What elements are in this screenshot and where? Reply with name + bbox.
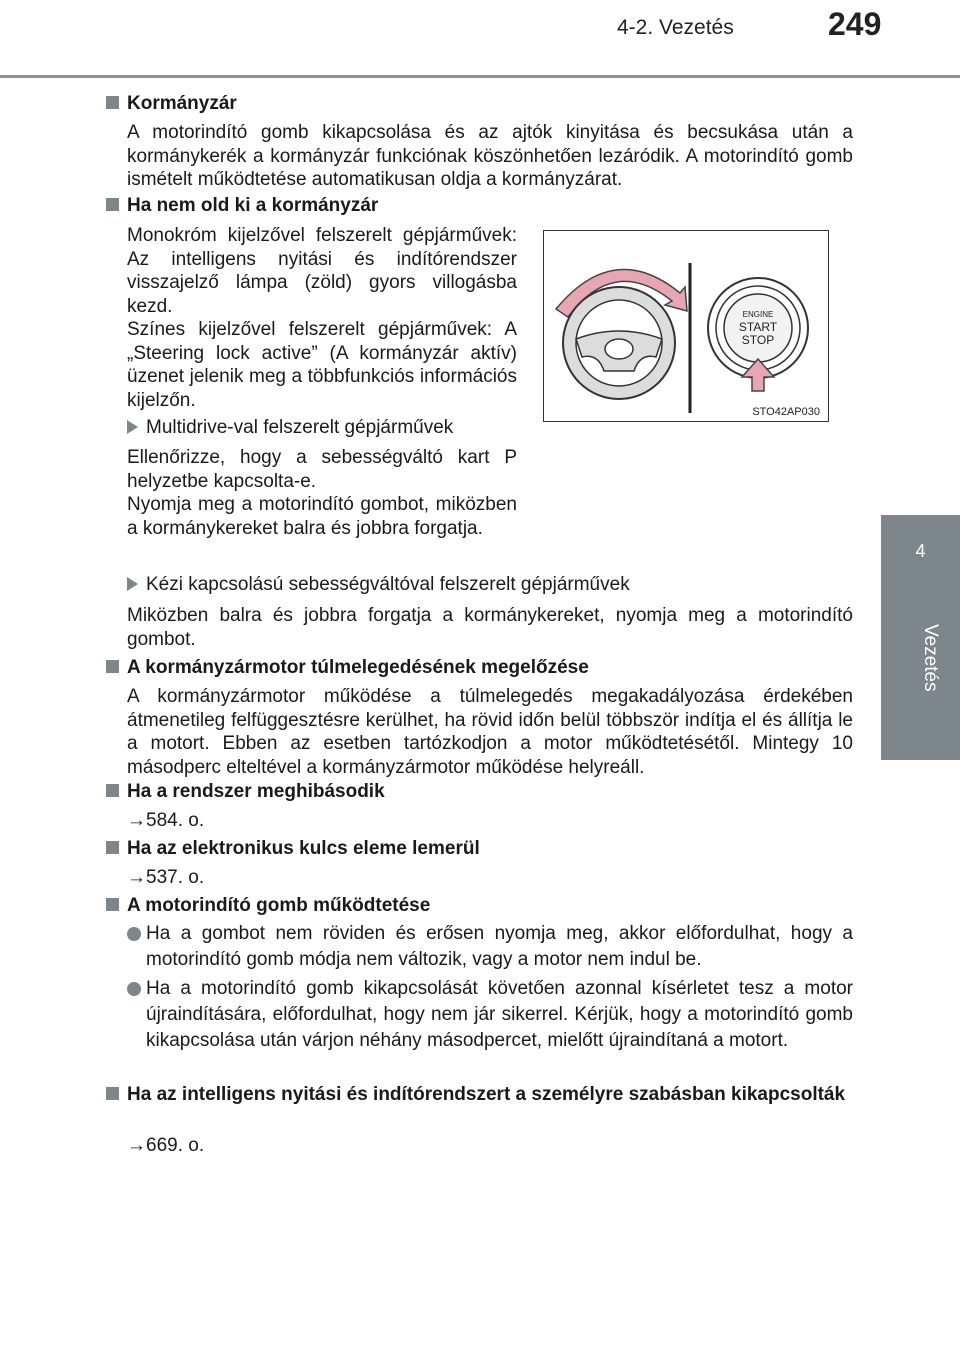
page-reference[interactable]: →669. o. [127, 1135, 205, 1156]
button-label-stop: STOP [741, 333, 775, 347]
paragraph: Ellenőrizze, hogy a sebességváltó kart P helyzetbe kapcsolta-e. Nyomja meg a motorindító gombot, miközben a kormánykereket balra és jobbra forgatja. [127, 447, 517, 539]
list-item: Ha a gombot nem röviden és erősen nyomja meg, akkor előfordulhat, hogy a motorindító gomb módja nem változik, vagy a motor nem indul be. [127, 921, 853, 973]
figure-steering-and-start-button [543, 230, 829, 422]
heading-tulmelegedes: A kormányzármotor túlmelegedésének megelőzése [106, 655, 589, 680]
square-bullet-icon [106, 198, 119, 211]
subheading-manual: Kézi kapcsolású sebességváltóval felszerelt gépjárművek [127, 573, 630, 597]
button-label-start: START [738, 320, 778, 334]
figure-illustration [544, 231, 828, 421]
heading-szemelyre-szabas: Ha az intelligens nyitási és indítórendszert a személyre szabásban kikapcsolták [106, 1082, 854, 1107]
heading-kulcs-elem: Ha az elektronikus kulcs eleme lemerül [106, 836, 480, 861]
square-bullet-icon [106, 660, 119, 673]
paragraph: Monokróm kijelzővel felszerelt gépjárművek: Az intelligens nyitási és indítórendszer visszajelző lámpa (zöld) gyors villogásba kezd. Színes kijelzővel felszerelt gépjárművek: A „Steering lock active” (A kormányzár aktív) üzenet jelenik meg a többfunkciós információs kijelzőn. [127, 225, 517, 411]
figure-code: STO42AP030 [752, 406, 820, 418]
circle-bullet-icon [127, 982, 141, 996]
button-label-engine: ENGINE [742, 310, 774, 319]
page-reference[interactable]: →584. o. [127, 810, 205, 831]
page-reference[interactable]: →537. o. [127, 867, 205, 888]
square-bullet-icon [106, 96, 119, 109]
header-rule [0, 75, 960, 78]
chapter-number: 4 [915, 541, 926, 561]
heading-meghibasodik: Ha a rendszer meghibásodik [106, 779, 385, 804]
chapter-title: Vezetés [920, 624, 941, 692]
triangle-bullet-icon [127, 420, 138, 434]
section-label: 4-2. Vezetés [617, 16, 734, 39]
heading-nem-old-ki: Ha nem old ki a kormányzár [106, 193, 378, 218]
square-bullet-icon [106, 841, 119, 854]
paragraph: A kormányzármotor működése a túlmelegedés megakadályozása érdekében átmenetileg felfüggesztésre kerülhet, ha rövid időn belül többször indítja el és állítja le a motort. Ebben az esetben tartózkodjon a motor működtetésétől. Mintegy 10 másodperc elteltével a kormányzármotor működése helyreáll. [127, 686, 853, 778]
steering-wheel-icon [563, 287, 675, 399]
square-bullet-icon [106, 898, 119, 911]
paragraph: A motorindító gomb kikapcsolása és az ajtók kinyitása és becsukása után a kormánykerék a kormányzár funkciónak köszönhetően lezáródik. A motorindító gomb ismételt működtetése automatikusan oldja a kormányzárat. [127, 122, 853, 190]
paragraph: Miközben balra és jobbra forgatja a kormánykereket, nyomja meg a motorindító gombot. [127, 605, 853, 650]
triangle-bullet-icon [127, 577, 138, 591]
heading-kormanyzar: Kormányzár [106, 91, 237, 116]
square-bullet-icon [106, 784, 119, 797]
circle-bullet-icon [127, 927, 141, 941]
chapter-side-tab[interactable] [881, 515, 960, 760]
square-bullet-icon [106, 1087, 119, 1100]
subheading-multidrive: Multidrive-val felszerelt gépjárművek [127, 416, 453, 440]
heading-gomb-mukodtetese: A motorindító gomb működtetése [106, 893, 430, 918]
page-number: 249 [828, 6, 882, 42]
list-item: Ha a motorindító gomb kikapcsolását követően azonnal kísérletet tesz a motor újraindítására, előfordulhat, hogy nem jár sikerrel. Kérjük, hogy a motorindító gomb kikapcsolása után várjon néhány másodpercet, mielőtt újraindítaná a motort. [127, 976, 853, 1054]
